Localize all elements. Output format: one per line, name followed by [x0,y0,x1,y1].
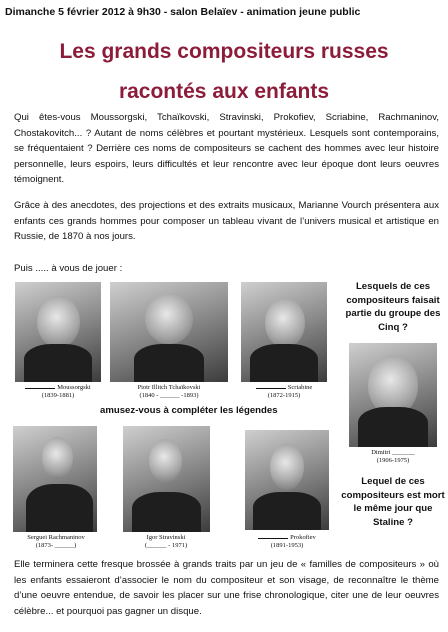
question-mort-staline: Lequel de ces compositeurs est mort le même jour que Staline ? [341,476,445,528]
caption-chostakovitch-name: Dimitri _______ [371,449,415,456]
description-paragraph: Grâce à des anecdotes, des projections et des extraits musicaux, Marianne Vourch présentera aux enfants ces grands hommes pour composer un tableau vivant de l’univers musical et artistique en Russie, de 1870 à nos jours. [14,200,439,242]
intro-paragraph: Qui êtes-vous Moussorgski, Tchaïkovski, Stravinski, Prokofiev, Scriabine, Rachmaninov, Chostakovitch... ? Autant de noms célèbres et pourtant mystérieux. Lesquels sont contemporains, se fréquentaient ? Derrière ces noms de compositeurs se cachent des hommes avec leur histoire personnelle, leurs espoirs, leurs difficultés et leur rencontre avec leur époque dont leurs oeuvres témoignent. [14,112,439,185]
caption-moussorgski-name: Moussorgski [57,384,91,391]
caption-prokofiev-dates: (1891-1953) [270,542,304,549]
caption-tchaikovski-name: Piotr Illitch Tchaïkovski [137,384,201,391]
portrait-stravinski [123,426,210,532]
event-header: Dimanche 5 février 2012 à 9h30 - salon Belaïev - animation jeune public [5,6,361,18]
portrait-chostakovitch [349,343,437,447]
portrait-rachmaninov [13,426,97,532]
caption-prokofiev-name: Prokofiev [290,534,316,541]
caption-scriabine-dates: (1872-1915) [267,392,301,399]
caption-prokofiev [238,534,336,550]
caption-scriabine-name: Scriabine [287,384,313,391]
legend-hint: amusez-vous à compléter les légendes [100,405,278,416]
caption-tchaikovski-dates: (1840 - ______ -1893) [139,392,199,399]
caption-tchaikovski [104,384,234,400]
caption-rachmaninov [8,534,104,550]
page-title-line-1: Les grands compositeurs russes [59,40,389,63]
caption-chostakovitch-dates: (1906-1975) [376,457,410,464]
game-prompt: Puis ..... à vous de jouer : [14,263,123,274]
portrait-moussorgski [15,282,101,382]
caption-scriabine [236,384,332,400]
portrait-scriabine [241,282,327,382]
portrait-prokofiev [245,430,329,530]
caption-moussorgski-dates: (1839-1881) [41,392,75,399]
caption-stravinski-dates: (______ - 1971) [144,542,188,549]
caption-rachmaninov-name: Serguei Rachmaninov [27,534,85,541]
page-title-line-2: racontés aux enfants [118,80,330,103]
closing-paragraph: Elle terminera cette fresque brossée à grands traits par un jeu de « familles de compositeurs » où les enfants essaieront d’associer le nom du compositeur et son visage, de reconnaître le thème d’une oeuvre entendue, de savoir les placer sur une frise chronologique, citer une de leur oeuvres célèbre... et pourquoi pas gagner un disque. [14,559,439,617]
portrait-tchaikovski [110,282,228,382]
caption-stravinski-name: Igor Stravinski [146,534,186,541]
caption-rachmaninov-dates: (1873- ______) [35,542,77,549]
question-groupe-des-cinq: Lesquels de ces compositeurs faisait partie du groupe des Cinq ? [345,281,441,333]
caption-moussorgski [10,384,106,400]
caption-stravinski [116,534,216,550]
caption-chostakovitch [344,449,442,465]
